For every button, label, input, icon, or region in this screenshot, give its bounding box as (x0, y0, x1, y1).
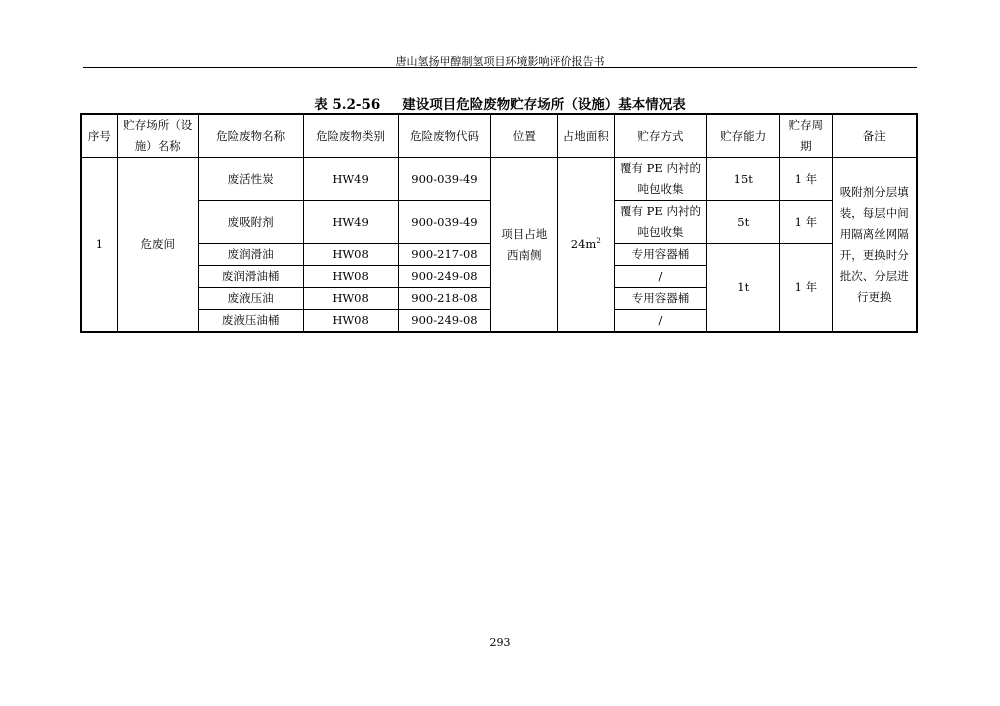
note-text: 吸附剂分层填装，每层中间用隔离丝网隔开，更换时分批次、分层进行更换 (839, 184, 909, 304)
waste-category-cell: HW08 (303, 266, 398, 288)
area-value: 24m (570, 237, 597, 251)
waste-code-cell: 900-249-08 (398, 266, 491, 288)
col-header: 贮存周期 (780, 114, 833, 158)
col-header: 位置 (491, 114, 558, 158)
period-cell: 1 年 (780, 158, 833, 201)
col-header: 贮存能力 (707, 114, 780, 158)
location-cell: 项目占地西南侧 (491, 158, 558, 333)
storage-method-cell: / (614, 310, 707, 333)
col-header: 危险废物代码 (398, 114, 491, 158)
header-rule (83, 67, 917, 68)
hazardous-waste-storage-table (80, 113, 918, 333)
period-cell: 1 年 (780, 201, 833, 244)
col-header: 序号 (81, 114, 117, 158)
facility-cell: 危废间 (117, 158, 198, 333)
storage-method-cell: 覆有 PE 内衬的吨包收集 (614, 158, 707, 201)
capacity-cell: 5t (707, 201, 780, 244)
col-header: 贮存方式 (614, 114, 707, 158)
col-header: 占地面积 (558, 114, 615, 158)
header-row (81, 114, 917, 158)
waste-name-cell: 废液压油桶 (198, 310, 303, 333)
waste-code-cell: 900-217-08 (398, 244, 491, 266)
caption-title: 建设项目危险废物贮存场所（设施）基本情况表 (402, 97, 686, 113)
col-header: 贮存场所（设施）名称 (117, 114, 198, 158)
waste-category-cell: HW08 (303, 310, 398, 333)
waste-category-cell: HW08 (303, 288, 398, 310)
waste-name-cell: 废润滑油 (198, 244, 303, 266)
caption-number: 表 5.2-56 (314, 97, 381, 113)
waste-code-cell: 900-039-49 (398, 201, 491, 244)
col-header: 备注 (832, 114, 917, 158)
area-superscript: 2 (596, 237, 601, 246)
page-header: 唐山氢扬甲醇制氢项目环境影响评价报告书 (395, 55, 605, 68)
waste-code-cell: 900-039-49 (398, 158, 491, 201)
storage-method-cell: / (614, 266, 707, 288)
waste-name-cell: 废活性炭 (198, 158, 303, 201)
table-caption (0, 93, 1000, 113)
col-header: 危险废物名称 (198, 114, 303, 158)
serial-cell: 1 (81, 158, 117, 333)
waste-category-cell: HW08 (303, 244, 398, 266)
shared-capacity-cell: 1t (707, 244, 780, 333)
note-cell (832, 158, 917, 333)
storage-method-cell: 专用容器桶 (614, 244, 707, 266)
storage-method-cell: 覆有 PE 内衬的吨包收集 (614, 201, 707, 244)
waste-name-cell: 废液压油 (198, 288, 303, 310)
table-row (81, 158, 917, 201)
waste-category-cell: HW49 (303, 158, 398, 201)
shared-period-cell: 1 年 (780, 244, 833, 333)
waste-code-cell: 900-218-08 (398, 288, 491, 310)
storage-method-cell: 专用容器桶 (614, 288, 707, 310)
waste-category-cell: HW49 (303, 201, 398, 244)
waste-name-cell: 废吸附剂 (198, 201, 303, 244)
area-cell (558, 158, 615, 333)
col-header: 危险废物类别 (303, 114, 398, 158)
page-number: 293 (489, 636, 511, 649)
waste-code-cell: 900-249-08 (398, 310, 491, 333)
capacity-cell: 15t (707, 158, 780, 201)
waste-name-cell: 废润滑油桶 (198, 266, 303, 288)
